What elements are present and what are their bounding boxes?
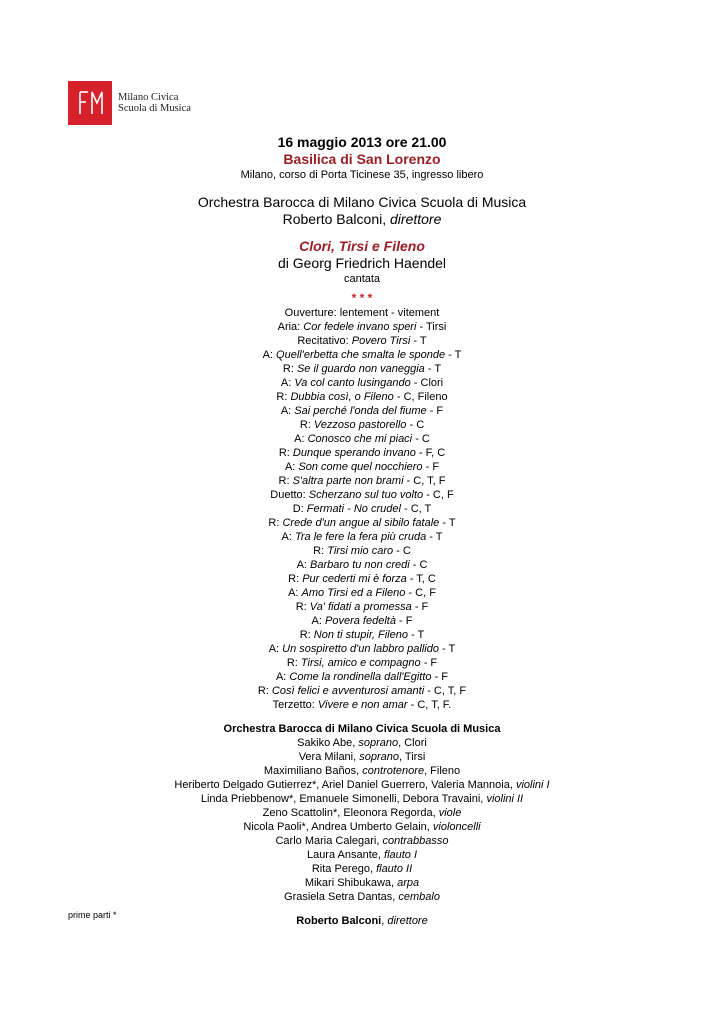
movement-type: R: bbox=[313, 545, 328, 557]
movement-type: A: bbox=[296, 559, 311, 571]
performer-item bbox=[0, 820, 724, 834]
movement-voices: - F bbox=[431, 671, 449, 683]
movement-voices: - F, C bbox=[415, 447, 446, 459]
performer-item bbox=[0, 778, 724, 792]
movement-title: Dubbia così, o Fileno bbox=[290, 391, 394, 403]
performer-item bbox=[0, 792, 724, 806]
movement-type: R: bbox=[288, 573, 303, 585]
movement-title: Va' fidati a promessa bbox=[309, 601, 412, 613]
orchestra-name: Orchestra Barocca di Milano Civica Scuola di Musica bbox=[197, 194, 527, 210]
movement-type: D: bbox=[292, 503, 307, 515]
movement-item bbox=[0, 320, 724, 334]
movement-voices: - T bbox=[410, 335, 427, 347]
movement-voices: - C, F bbox=[405, 587, 436, 599]
movement-item bbox=[0, 362, 724, 376]
movement-item bbox=[0, 432, 724, 446]
movement-voices: - T bbox=[407, 629, 425, 641]
movement-voices: - C, T, F bbox=[403, 475, 446, 487]
movement-title: Son come quel nocchiero bbox=[298, 461, 423, 473]
movement-title: Se il guardo non vaneggia bbox=[296, 363, 425, 375]
movement-title: Pur cederti mi è forza bbox=[302, 573, 407, 585]
movement-voices: - F bbox=[422, 461, 440, 473]
performer-name: Laura Ansante, bbox=[306, 849, 385, 861]
movement-item bbox=[0, 460, 724, 474]
work-title bbox=[0, 238, 724, 255]
final-conductor-role: direttore bbox=[387, 915, 428, 927]
performer-role: arpa bbox=[397, 877, 420, 889]
performer-name: Linda Priebbenow*, Emanuele Simonelli, Debora Travaini, bbox=[200, 793, 487, 805]
movement-type: A: bbox=[284, 461, 299, 473]
movement-type: A: bbox=[262, 349, 277, 361]
movement-title: Tra le fere la fera più cruda bbox=[294, 531, 427, 543]
movement-type: A: bbox=[294, 433, 308, 445]
movement-type: A: bbox=[280, 377, 295, 389]
movement-item bbox=[0, 544, 724, 558]
movement-voices: - T, C bbox=[406, 573, 436, 585]
performer-name: Rita Perego, bbox=[311, 863, 377, 875]
performer-name: Vera Milani, bbox=[298, 751, 360, 763]
movement-item bbox=[0, 488, 724, 502]
performer-part: , Tirsi bbox=[399, 751, 426, 763]
performer-item bbox=[0, 848, 724, 862]
movement-item bbox=[0, 642, 724, 656]
performer-name: Maximiliano Baños, bbox=[263, 765, 363, 777]
movement-type: A: bbox=[281, 531, 295, 543]
movement-item bbox=[0, 418, 724, 432]
concert-address: Milano, corso di Porta Ticinese 35, ingresso libero bbox=[240, 169, 484, 181]
movement-voices: - C, F bbox=[423, 489, 454, 501]
movement-item bbox=[0, 670, 724, 684]
performer-name: Heriberto Delgado Gutierrez*, Ariel Daniel Guerrero, Valeria Mannoia, bbox=[174, 779, 516, 791]
movement-type: R: bbox=[299, 629, 314, 641]
movement-title: Dunque sperando invano bbox=[292, 447, 416, 459]
movement-item bbox=[0, 404, 724, 418]
movement-title: S'altra parte non brami bbox=[292, 475, 404, 487]
movement-voices: - C bbox=[409, 559, 428, 571]
performer-role: flauto I bbox=[384, 849, 418, 861]
performer-name: Mikari Shibukawa, bbox=[304, 877, 398, 889]
performer-role: controtenore bbox=[362, 765, 425, 777]
movement-type: R: bbox=[276, 391, 291, 403]
movement-title: Povero Tirsi bbox=[351, 335, 411, 347]
movement-item bbox=[0, 306, 724, 320]
conductor-line bbox=[0, 211, 724, 228]
movement-title: Barbaro tu non credi bbox=[310, 559, 410, 571]
movement-voices: - C bbox=[406, 419, 425, 431]
movement-item bbox=[0, 628, 724, 642]
performer-role: violini II bbox=[486, 793, 524, 805]
concert-date: 16 maggio 2013 ore 21.00 bbox=[277, 134, 447, 150]
movement-type: Aria: bbox=[277, 321, 304, 333]
program-content bbox=[0, 134, 724, 928]
movement-title: Conosco che mi piaci bbox=[307, 433, 413, 445]
movement-item bbox=[0, 586, 724, 600]
concert-venue: Basilica di San Lorenzo bbox=[283, 151, 441, 167]
movement-item bbox=[0, 656, 724, 670]
movement-title: Scherzano sul tuo volto bbox=[308, 489, 424, 501]
movement-type: A: bbox=[288, 587, 302, 599]
movement-type: A: bbox=[268, 643, 283, 655]
performer-role: contrabbasso bbox=[382, 835, 449, 847]
movement-item bbox=[0, 684, 724, 698]
performer-item bbox=[0, 806, 724, 820]
performer-item bbox=[0, 764, 724, 778]
performer-item bbox=[0, 862, 724, 876]
movement-title: Tirsi, amico e compagno bbox=[300, 657, 421, 669]
movement-type: R: bbox=[268, 517, 283, 529]
movement-voices: - T bbox=[439, 517, 456, 529]
movement-item bbox=[0, 334, 724, 348]
movement-voices: - T bbox=[438, 643, 456, 655]
movement-voices: lentement - vitement bbox=[339, 307, 440, 319]
logo-wordmark bbox=[118, 92, 191, 114]
work-genre: cantata bbox=[343, 273, 381, 285]
performer-part: , Clori bbox=[398, 737, 427, 749]
performer-role: flauto II bbox=[376, 863, 413, 875]
movement-voices: - C, T, F. bbox=[407, 699, 452, 711]
movement-voices: - C bbox=[393, 545, 411, 557]
section-divider-stars: * * * bbox=[351, 291, 373, 305]
movement-title: Crede d'un angue al sibilo fatale bbox=[282, 517, 440, 529]
movement-voices: - T bbox=[424, 363, 442, 375]
movement-type: R: bbox=[278, 447, 293, 459]
movement-item bbox=[0, 600, 724, 614]
performer-item bbox=[0, 876, 724, 890]
movement-title: Cor fedele invano speri bbox=[303, 321, 417, 333]
performers-heading: Orchestra Barocca di Milano Civica Scuola di Musica bbox=[223, 723, 501, 735]
conductor-name: Roberto Balconi, bbox=[282, 211, 391, 227]
work-title-a: Clori bbox=[299, 238, 331, 254]
work-title-b: Tirsi e Fileno bbox=[338, 238, 425, 254]
final-conductor-name: Roberto Balconi bbox=[296, 915, 382, 927]
movement-voices: - F bbox=[411, 601, 429, 613]
movement-type: A: bbox=[311, 615, 325, 627]
logo-line-2: Scuola di Musica bbox=[118, 103, 191, 114]
movement-title: Vivere e non amar bbox=[317, 699, 408, 711]
movement-type: A: bbox=[275, 671, 290, 683]
performer-name: Carlo Maria Calegari, bbox=[275, 835, 383, 847]
movement-voices: - Tirsi bbox=[416, 321, 447, 333]
movement-title: Un sospiretto d'un labbro pallido bbox=[282, 643, 439, 655]
movement-voices: - C, T bbox=[400, 503, 432, 515]
movement-title: Non ti stupir, Fileno bbox=[313, 629, 408, 641]
movement-title: Così felici e avventurosi amanti bbox=[271, 685, 425, 697]
movement-voices: - T bbox=[445, 349, 462, 361]
movement-type: R: bbox=[282, 363, 297, 375]
performer-name: Zeno Scattolin*, Eleonora Regorda, bbox=[262, 807, 439, 819]
movement-type: A: bbox=[280, 405, 295, 417]
movement-list bbox=[0, 306, 724, 712]
movement-voices: - T bbox=[426, 531, 443, 543]
movement-item bbox=[0, 348, 724, 362]
performer-item bbox=[0, 736, 724, 750]
movement-type: R: bbox=[278, 475, 293, 487]
movement-title: Amo Tirsi ed a Fileno bbox=[301, 587, 406, 599]
movement-voices: - Clori bbox=[410, 377, 444, 389]
logo-mark-icon bbox=[68, 81, 112, 125]
movement-type: Duetto: bbox=[270, 489, 309, 501]
performer-name: Sakiko Abe, bbox=[297, 737, 359, 749]
movement-title: Come la rondinella dall'Egitto bbox=[289, 671, 432, 683]
movement-voices: - C, T, F bbox=[424, 685, 467, 697]
movement-type: R: bbox=[257, 685, 272, 697]
movement-voices: - F bbox=[420, 657, 438, 669]
performer-item bbox=[0, 750, 724, 764]
performer-role: violoncelli bbox=[432, 821, 481, 833]
work-composer: di Georg Friedrich Haendel bbox=[277, 255, 447, 271]
movement-title: Vezzoso pastorello bbox=[313, 419, 407, 431]
performer-role: soprano bbox=[358, 737, 399, 749]
school-logo bbox=[68, 81, 191, 125]
performer-item bbox=[0, 834, 724, 848]
movement-type: Ouverture: bbox=[284, 307, 340, 319]
movement-item bbox=[0, 698, 724, 712]
logo-line-1: Milano Civica bbox=[118, 92, 179, 103]
movement-type: R: bbox=[286, 657, 301, 669]
movement-type: Terzetto: bbox=[272, 699, 318, 711]
movement-voices: - C, Fileno bbox=[393, 391, 448, 403]
movement-item bbox=[0, 572, 724, 586]
performer-name: Grasiela Setra Dantas, bbox=[284, 891, 399, 903]
movement-item bbox=[0, 390, 724, 404]
movement-title: Sai perché l'onda del fiume bbox=[294, 405, 427, 417]
performer-list bbox=[0, 736, 724, 904]
movement-item bbox=[0, 558, 724, 572]
movement-title: Tirsi mio caro bbox=[327, 545, 394, 557]
performer-role: cembalo bbox=[398, 891, 440, 903]
conductor-role: direttore bbox=[390, 211, 442, 227]
movement-type: Recitativo: bbox=[297, 335, 352, 347]
performer-name: Nicola Paoli*, Andrea Umberto Gelain, bbox=[243, 821, 433, 833]
performer-role: viole bbox=[438, 807, 462, 819]
movement-item bbox=[0, 614, 724, 628]
principal-players-footnote: prime parti * bbox=[68, 910, 117, 920]
movement-item bbox=[0, 516, 724, 530]
movement-item bbox=[0, 502, 724, 516]
performer-item bbox=[0, 890, 724, 904]
movement-title: Povera fedeltà bbox=[325, 615, 396, 627]
movement-title: Quell'erbetta che smalta le sponde bbox=[276, 349, 446, 361]
movement-item bbox=[0, 446, 724, 460]
movement-voices: - C bbox=[412, 433, 430, 445]
work-title-sep: , bbox=[331, 238, 339, 254]
movement-type: R: bbox=[299, 419, 314, 431]
performer-part: , Fileno bbox=[424, 765, 461, 777]
movement-title: Va col canto lusingando bbox=[294, 377, 411, 389]
movement-item bbox=[0, 530, 724, 544]
movement-voices: - F bbox=[426, 405, 444, 417]
final-conductor-sep: , bbox=[381, 915, 388, 927]
performer-role: soprano bbox=[359, 751, 399, 763]
movement-type: R: bbox=[295, 601, 310, 613]
performer-role: violini I bbox=[515, 779, 550, 791]
movement-voices: - F bbox=[395, 615, 413, 627]
movement-title: Fermati - No crudel bbox=[306, 503, 401, 515]
movement-item bbox=[0, 376, 724, 390]
movement-item bbox=[0, 474, 724, 488]
